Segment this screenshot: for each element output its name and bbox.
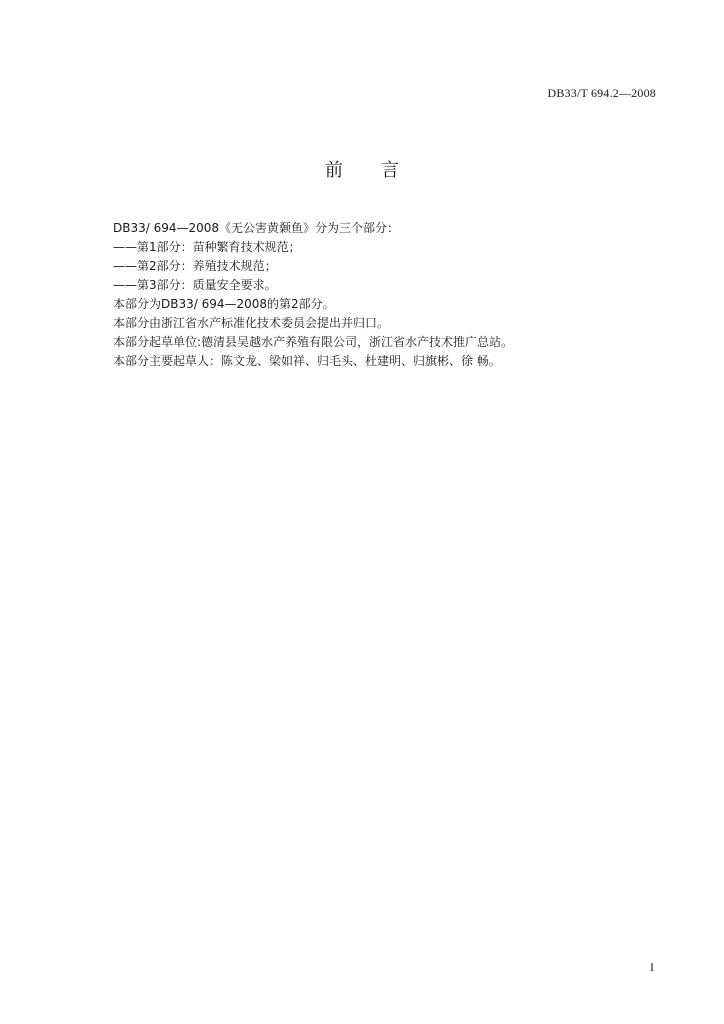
paragraph-line-4: ——第3部分：质量安全要求。: [113, 278, 277, 292]
foreword-body: [113, 219, 673, 371]
paragraph-line-5: 本部分为DB33/ 694—2008的第2部分。: [113, 297, 335, 311]
page-number: I: [650, 960, 654, 974]
paragraph-line-8: 本部分主要起草人：陈文龙、梁如祥、归毛头、杜建明、归旗彬、徐 畅。: [113, 354, 501, 368]
paragraph-line-2: ——第1部分：苗种繁育技术规范；: [113, 240, 301, 254]
paragraph-line-7: 本部分起草单位:德清县吴越水产养殖有限公司，浙江省水产技术推广总站。: [113, 335, 514, 349]
standard-code: DB33/T 694.2—2008: [547, 86, 656, 100]
title-char-2: 言: [381, 160, 399, 181]
paragraph-line-3: ——第2部分：养殖技术规范；: [113, 259, 277, 273]
page-title: [0, 156, 724, 182]
paragraph-line-1: DB33/ 694—2008《无公害黄颡鱼》分为三个部分：: [113, 221, 400, 235]
title-char-1: 前: [325, 160, 343, 181]
paragraph-line-6: 本部分由浙江省水产标准化技术委员会提出并归口。: [113, 316, 390, 330]
